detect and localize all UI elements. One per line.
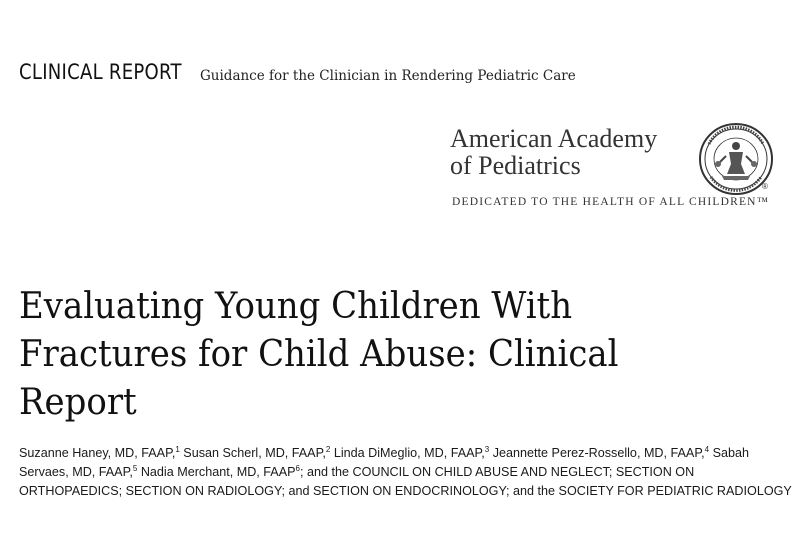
- author-name: Linda DiMeglio, MD, FAAP,: [333, 446, 485, 460]
- org-name-line-2: of Pediatrics: [450, 151, 581, 180]
- title-line: Fractures for Child Abuse: Clinical: [19, 332, 619, 375]
- author-name: Suzanne Haney, MD, FAAP,: [19, 446, 176, 460]
- title-line: Report: [19, 380, 137, 423]
- report-type-label: CLINICAL REPORT: [19, 60, 182, 84]
- author-affiliation-mark: 1: [175, 445, 180, 454]
- author-affiliation-mark: 6: [295, 464, 300, 473]
- author-name: Susan Scherl, MD, FAAP,: [183, 446, 326, 460]
- author-name: Sabah Servaes, MD, FAAP,: [19, 446, 749, 479]
- author-affiliation-mark: 3: [484, 445, 490, 454]
- author-affiliation-mark: 4: [704, 445, 710, 454]
- title-line: Evaluating Young Children With: [19, 284, 573, 327]
- author-name: Jeannette Perez-Rossello, MD, FAAP,: [492, 446, 705, 460]
- org-tagline: DEDICATED TO THE HEALTH OF ALL CHILDREN™: [452, 196, 770, 208]
- article-title: [19, 282, 689, 426]
- author-affiliation-mark: 5: [132, 464, 138, 473]
- author-list: [19, 444, 799, 501]
- author-affiliation-mark: 2: [325, 445, 331, 454]
- report-subtitle: Guidance for the Clinician in Rendering Pediatric Care: [200, 68, 576, 84]
- registered-mark: ®: [762, 182, 768, 191]
- author-committees: ; and the COUNCIL ON CHILD ABUSE AND NEGLECT; SECTION ON ORTHOPAEDICS; SECTION ON RADIOLOGY; and SECTION ON ENDOCRINOLOGY; and the SOCIETY FOR PEDIATRIC RADIOLOGY: [19, 465, 792, 498]
- author-name: Nadia Merchant, MD, FAAP: [140, 465, 296, 479]
- aap-logo-block: [450, 122, 800, 217]
- report-header: [19, 60, 576, 84]
- org-name-line-1: American Academy: [450, 124, 658, 153]
